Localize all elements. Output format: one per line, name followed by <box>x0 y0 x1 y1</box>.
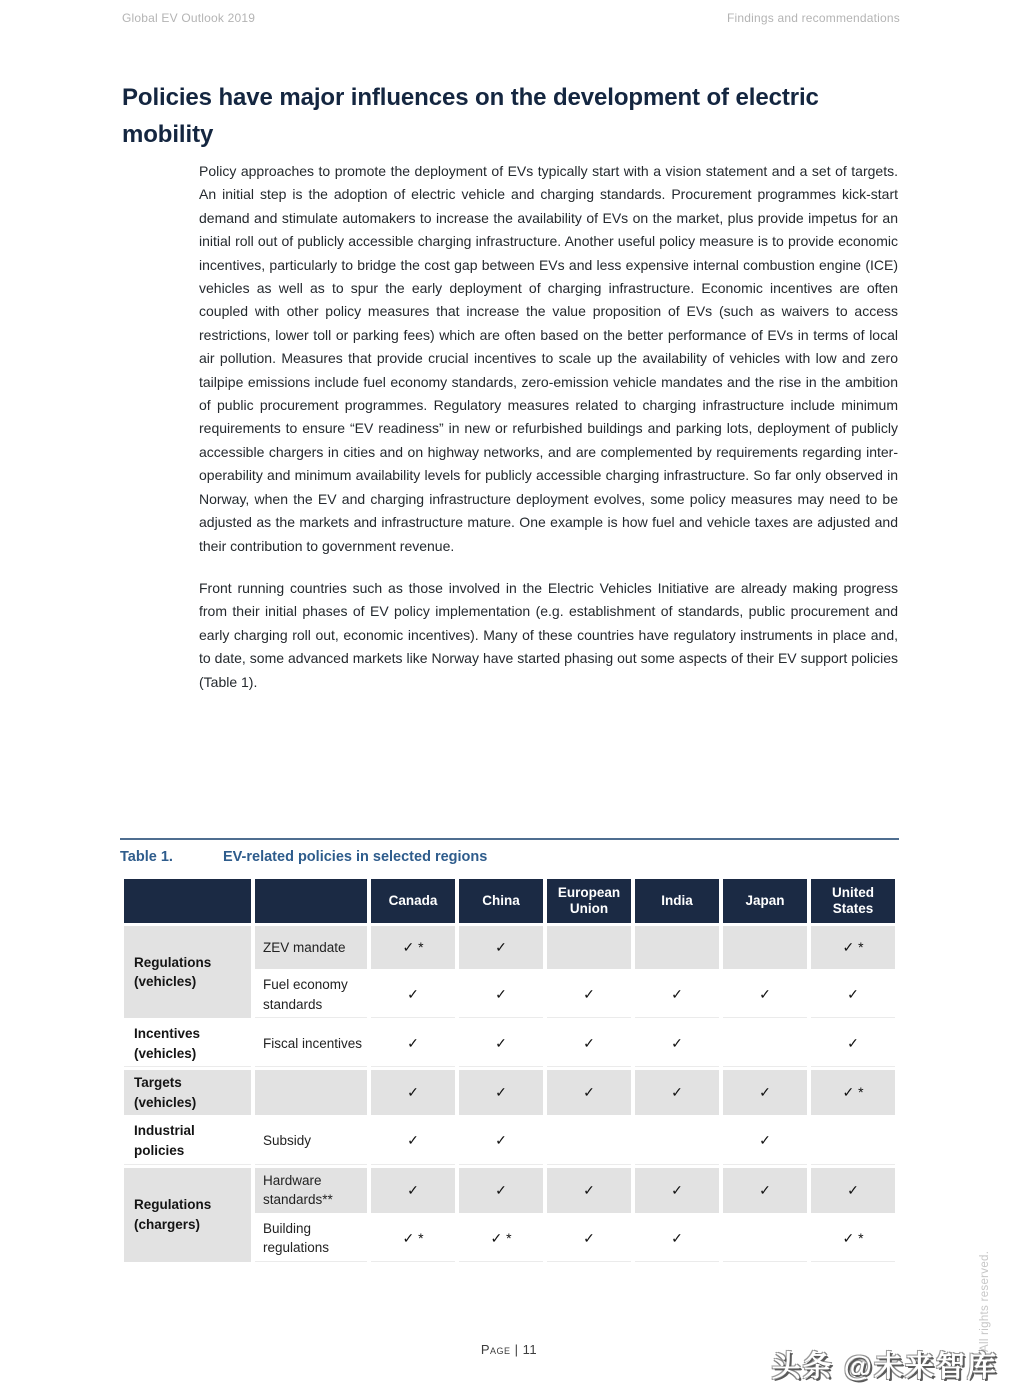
cell-value: ✓ <box>635 1168 719 1213</box>
cell-value: ✓ <box>371 1021 455 1067</box>
policy-building-regulations: Building regulations <box>255 1216 367 1262</box>
policy-zev-mandate: ZEV mandate <box>255 926 367 969</box>
cell-value: ✓ <box>547 1070 631 1115</box>
cell-value: ✓ <box>547 1021 631 1067</box>
cell-value: ✓ <box>811 1021 895 1067</box>
cell-value: ✓ <box>459 1021 543 1067</box>
table-row <box>124 1118 895 1164</box>
rights-reserved-note: All rights reserved. <box>979 1250 991 1352</box>
header-india: India <box>635 879 719 923</box>
header-empty-policy <box>255 879 367 923</box>
cell-value <box>547 1118 631 1164</box>
cell-value: ✓ <box>371 1168 455 1213</box>
table-row <box>124 1168 895 1213</box>
running-header <box>122 11 900 25</box>
policy-subsidy: Subsidy <box>255 1118 367 1164</box>
table-section <box>120 838 899 1265</box>
cell-value: ✓ <box>459 926 543 969</box>
policy-empty <box>255 1070 367 1115</box>
cell-value <box>635 926 719 969</box>
cell-value: ✓ * <box>811 926 895 969</box>
cell-value: ✓ <box>459 1070 543 1115</box>
category-regulations-vehicles: Regulations (vehicles) <box>124 926 251 1018</box>
header-japan: Japan <box>723 879 807 923</box>
cell-value <box>811 1118 895 1164</box>
cell-value: ✓ <box>371 1070 455 1115</box>
cell-value: ✓ <box>547 1168 631 1213</box>
policy-hardware-standards: Hardware standards** <box>255 1168 367 1213</box>
running-header-right: Findings and recommendations <box>726 11 900 25</box>
header-canada: Canada <box>371 879 455 923</box>
cell-value: ✓ <box>635 972 719 1018</box>
header-empty-category <box>124 879 251 923</box>
cell-value: ✓ <box>459 1118 543 1164</box>
cell-value: ✓ * <box>459 1216 543 1262</box>
cell-value: ✓ <box>635 1216 719 1262</box>
body-copy <box>199 160 898 694</box>
category-targets-vehicles: Targets (vehicles) <box>124 1070 251 1115</box>
paragraph-2: Front running countries such as those involved in the Electric Vehicles Initiative are already making progress from their initial phases of EV policy implementation (e.g. establishment of standards, public procurement and early charging roll out, economic incentives). Many of these countries have regulatory instruments in place and, to date, some advanced markets like Norway have started phasing out some aspects of their EV support policies (Table 1). <box>199 579 898 690</box>
cell-value: ✓ <box>723 1118 807 1164</box>
table-row <box>124 1070 895 1115</box>
cell-value: ✓ <box>811 972 895 1018</box>
cell-value: ✓ <box>547 972 631 1018</box>
section-divider <box>120 838 899 840</box>
cell-value: ✓ <box>635 1021 719 1067</box>
cell-value: ✓ <box>547 1216 631 1262</box>
cell-value: ✓ <box>371 972 455 1018</box>
cell-value <box>723 926 807 969</box>
table-row <box>124 926 895 969</box>
cell-value <box>635 1118 719 1164</box>
cell-value: ✓ <box>459 1168 543 1213</box>
cell-value <box>547 926 631 969</box>
cell-value: ✓ <box>811 1168 895 1213</box>
cell-value: ✓ <box>723 1168 807 1213</box>
watermark-text: 头条 @未来智库 <box>771 1351 998 1383</box>
category-industrial-policies: Industrial policies <box>124 1118 251 1164</box>
cell-value: ✓ <box>635 1070 719 1115</box>
cell-value: ✓ * <box>371 926 455 969</box>
category-regulations-chargers: Regulations (chargers) <box>124 1168 251 1262</box>
page-number: Page | 11 <box>480 1342 538 1357</box>
header-china: China <box>459 879 543 923</box>
header-european-union: European Union <box>547 879 631 923</box>
table-row <box>124 1021 895 1067</box>
page-title: Policies have major influences on the development of electric mobility <box>122 84 819 148</box>
policy-fuel-economy-standards: Fuel economy standards <box>255 972 367 1018</box>
policy-fiscal-incentives: Fiscal incentives <box>255 1021 367 1067</box>
cell-value: ✓ * <box>371 1216 455 1262</box>
table-caption <box>120 849 899 865</box>
table-header-row <box>124 879 895 923</box>
running-header-left: Global EV Outlook 2019 <box>122 11 256 25</box>
cell-value: ✓ <box>723 1070 807 1115</box>
table-caption-text: EV-related policies in selected regions <box>223 849 488 865</box>
cell-value: ✓ * <box>811 1070 895 1115</box>
table-caption-label: Table 1. <box>120 849 173 865</box>
category-incentives-vehicles: Incentives (vehicles) <box>124 1021 251 1067</box>
ev-policy-table <box>120 876 899 1265</box>
cell-value: ✓ * <box>811 1216 895 1262</box>
cell-value <box>723 1216 807 1262</box>
header-united-states: United States <box>811 879 895 923</box>
cell-value: ✓ <box>459 972 543 1018</box>
cell-value: ✓ <box>723 972 807 1018</box>
paragraph-1: Policy approaches to promote the deployment of EVs typically start with a vision statement and a set of targets. An initial step is the adoption of electric vehicle and charging standards. Procurement programmes kick-start demand and stimulate automakers to increase the availability of EVs on the market, plus provide impetus for an initial roll out of publicly accessible charging infrastructure. Another useful policy measure is to provide economic incentives, particularly to bridge the cost gap between EVs and less expensive internal combustion engine (ICE) vehicles as well as to spur the early deployment of charging infrastructure. Economic incentives are often coupled with other policy measures that increase the value proposition of EVs (such as waivers to access restrictions, lower toll or parking fees) which are often based on the better performance of EVs in terms of local air pollution. Measures that provide crucial incentives to scale up the availability of vehicles with low and zero tailpipe emissions include fuel economy standards, zero-emission vehicle mandates and the rise in the ambition of public procurement programmes. Regulatory measures related to charging infrastructure include minimum requirements to ensure “EV readiness” in new or refurbished buildings and parking lots, deployment of publicly accessible chargers in cities and on highway networks, and are complemented by requirements regarding inter-operability and minimum availability levels for publicly accessible charging infrastructure. So far only observed in Norway, when the EV and charging infrastructure deployment evolves, some policy measures may need to be adjusted as the markets and infrastructure mature. One example is how fuel and vehicle taxes are adjusted and their contribution to government revenue. <box>199 163 898 554</box>
cell-value: ✓ <box>371 1118 455 1164</box>
cell-value <box>723 1021 807 1067</box>
